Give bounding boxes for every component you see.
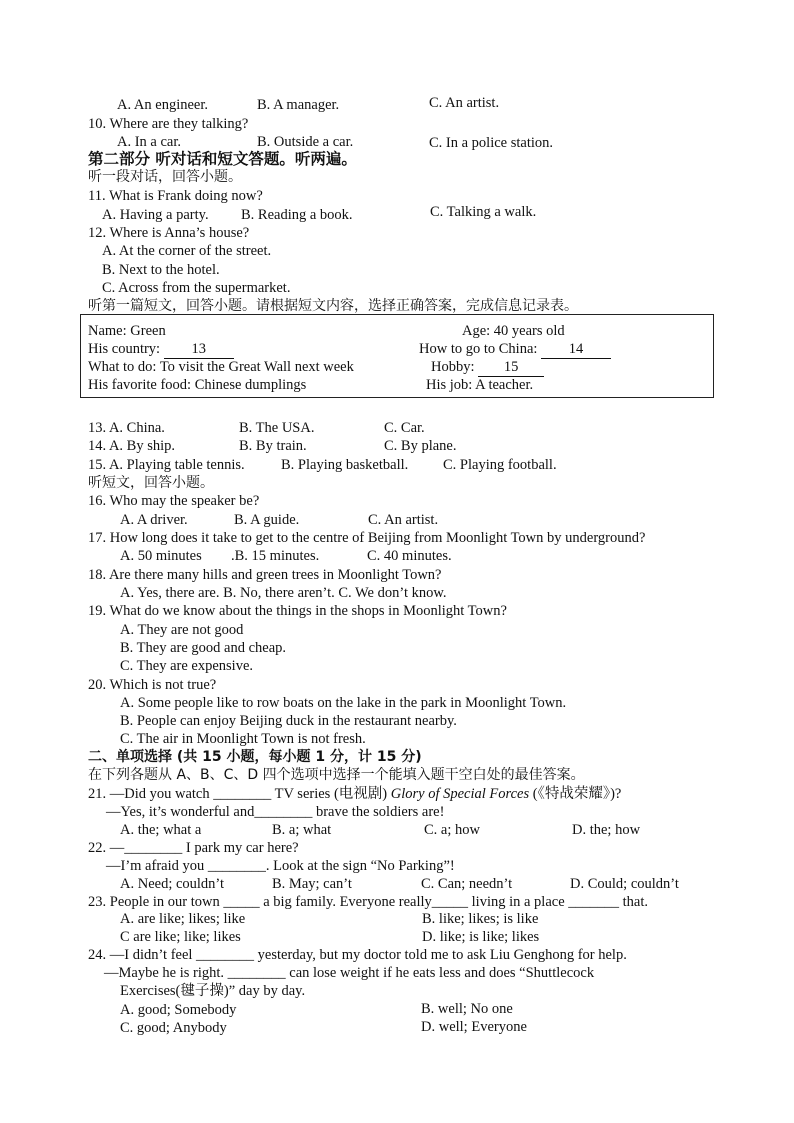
q10-option-b: B. Outside a car. <box>257 134 354 150</box>
q20-option-a: A. Some people like to row boats on the lake in the park in Moonlight Town. <box>120 695 567 711</box>
q21-line2: —Yes, it’s wonderful and________ brave the soldiers are! <box>106 804 445 820</box>
q22-option-a: A. Need; couldn’t <box>120 876 225 892</box>
q22-option-b: B. May; can’t <box>272 876 352 892</box>
q24-option-d: D. well; Everyone <box>421 1019 527 1035</box>
q21-line1-post: (《特战荣耀》)? <box>529 786 622 802</box>
q16-stem: 16. Who may the speaker be? <box>88 493 260 509</box>
q17-option-c: C. 40 minutes. <box>367 548 452 564</box>
q12-option-b: B. Next to the hotel. <box>102 262 220 278</box>
section2-instruction: 在下列各题从 A、B、C、D 四个选项中选择一个能填入题干空白处的最佳答案。 <box>88 767 585 783</box>
q13-option-c: C. Car. <box>384 420 425 436</box>
q9-option-c: C. An artist. <box>429 95 500 111</box>
info-record-table <box>80 314 714 398</box>
passage1-instruction: 听第一篇短文，回答小题。请根据短文内容，选择正确答案，完成信息记录表。 <box>88 298 578 314</box>
q21-option-d: D. the; how <box>572 822 641 838</box>
q17-stem: 17. How long does it take to get to the centre of Beijing from Moonlight Town by underground? <box>88 530 646 546</box>
q10-option-a: A. In a car. <box>117 134 182 150</box>
q22-option-d: D. Could; couldn’t <box>570 876 679 892</box>
q21-option-b: B. a; what <box>272 822 332 838</box>
q17-option-b: .B. 15 minutes. <box>231 548 320 564</box>
q19-option-b: B. They are good and cheap. <box>120 640 287 656</box>
blank-15[interactable]: 15 <box>478 358 544 377</box>
q20-option-c: C. The air in Moonlight Town is not fresh. <box>120 731 366 747</box>
q23-option-c: C are like; like; likes <box>120 929 241 945</box>
q14-option-c: C. By plane. <box>384 438 457 454</box>
q13-option-b: B. The USA. <box>239 420 315 436</box>
info-food: His favorite food: Chinese dumplings <box>88 377 307 393</box>
q11-option-a: A. Having a party. <box>102 207 209 223</box>
q14-option-a: 14. A. By ship. <box>88 438 176 454</box>
q20-option-b: B. People can enjoy Beijing duck in the restaurant nearby. <box>120 713 457 729</box>
q15-option-c: C. Playing football. <box>443 457 557 473</box>
q21-line1-pre: 21. —Did you watch ________ TV series (电视剧) <box>88 786 391 802</box>
q19-option-c: C. They are expensive. <box>120 658 254 674</box>
q24-line3: Exercises(毽子操)” day by day. <box>120 983 306 999</box>
q16-option-b: B. A guide. <box>234 512 300 528</box>
q10-option-c: C. In a police station. <box>429 135 554 151</box>
q19-stem: 19. What do we know about the things in the shops in Moonlight Town? <box>88 603 507 619</box>
q21-option-a: A. the; what a <box>120 822 202 838</box>
q23-option-d: D. like; is like; likes <box>422 929 540 945</box>
q24-line2: —Maybe he is right. ________ can lose weight if he eats less and does “Shuttlecock <box>104 965 595 981</box>
passage2-instruction: 听短文，回答小题。 <box>88 475 214 491</box>
blank-14[interactable]: 14 <box>541 340 611 359</box>
info-hobby-label: Hobby: <box>431 359 475 375</box>
q22-line1: 22. —________ I park my car here? <box>88 840 299 856</box>
info-name: Name: Green <box>88 323 166 339</box>
q18-options: A. Yes, there are. B. No, there aren’t. C. We don’t know. <box>120 585 447 601</box>
q24-option-a: A. good; Somebody <box>120 1002 237 1018</box>
q23-line1: 23. People in our town _____ a big family. Everyone really_____ living in a place _______ that. <box>88 894 649 910</box>
q12-stem: 12. Where is Anna’s house? <box>88 225 250 241</box>
q24-option-c: C. good; Anybody <box>120 1020 227 1036</box>
q22-line2: —I’m afraid you ________. Look at the sign “No Parking”! <box>106 858 455 874</box>
q23-option-b: B. like; likes; is like <box>422 911 539 927</box>
q11-stem: 11. What is Frank doing now? <box>88 188 263 204</box>
q13-option-a: 13. A. China. <box>88 420 165 436</box>
q22-option-c: C. Can; needn’t <box>421 876 513 892</box>
info-howto-label: How to go to China: <box>419 341 538 357</box>
q16-option-a: A. A driver. <box>120 512 188 528</box>
q19-option-a: A. They are not good <box>120 622 244 638</box>
q15-option-b: B. Playing basketball. <box>281 457 409 473</box>
q20-stem: 20. Which is not true? <box>88 677 217 693</box>
q21-title: Glory of Special Forces <box>390 786 530 802</box>
section2-heading: 二、单项选择 (共 15 小题，每小题 1 分，计 15 分) <box>88 749 422 765</box>
q24-line1: 24. —I didn’t feel ________ yesterday, but my doctor told me to ask Liu Genghong for help. <box>88 947 627 963</box>
info-todo: What to do: To visit the Great Wall next week <box>88 359 354 375</box>
q10-stem: 10. Where are they talking? <box>88 116 249 132</box>
info-hobby <box>431 358 544 377</box>
q9-option-a: A. An engineer. <box>117 97 209 113</box>
blank-13[interactable]: 13 <box>164 340 234 359</box>
q23-option-a: A. are like; likes; like <box>120 911 246 927</box>
info-country <box>88 340 234 359</box>
q21-option-c: C. a; how <box>424 822 480 838</box>
q12-option-a: A. At the corner of the street. <box>102 243 272 259</box>
q15-option-a: 15. A. Playing table tennis. <box>88 457 245 473</box>
part2-instruction: 听一段对话，回答小题。 <box>88 169 242 185</box>
q21-question <box>88 785 621 803</box>
q24-option-b: B. well; No one <box>421 1001 513 1017</box>
info-age: Age: 40 years old <box>462 323 565 339</box>
info-country-label: His country: <box>88 341 161 357</box>
q14-option-b: B. By train. <box>239 438 307 454</box>
info-howto <box>419 340 611 359</box>
q17-option-a: A. 50 minutes <box>120 548 202 564</box>
q12-option-c: C. Across from the supermarket. <box>102 280 291 296</box>
info-job: His job: A teacher. <box>426 377 534 393</box>
q9-option-b: B. A manager. <box>257 97 340 113</box>
q11-option-c: C. Talking a walk. <box>430 204 537 220</box>
q18-stem: 18. Are there many hills and green trees in Moonlight Town? <box>88 567 442 583</box>
q16-option-c: C. An artist. <box>368 512 439 528</box>
part2-heading: 第二部分 听对话和短文答题。听两遍。 <box>88 150 357 168</box>
q11-option-b: B. Reading a book. <box>241 207 353 223</box>
